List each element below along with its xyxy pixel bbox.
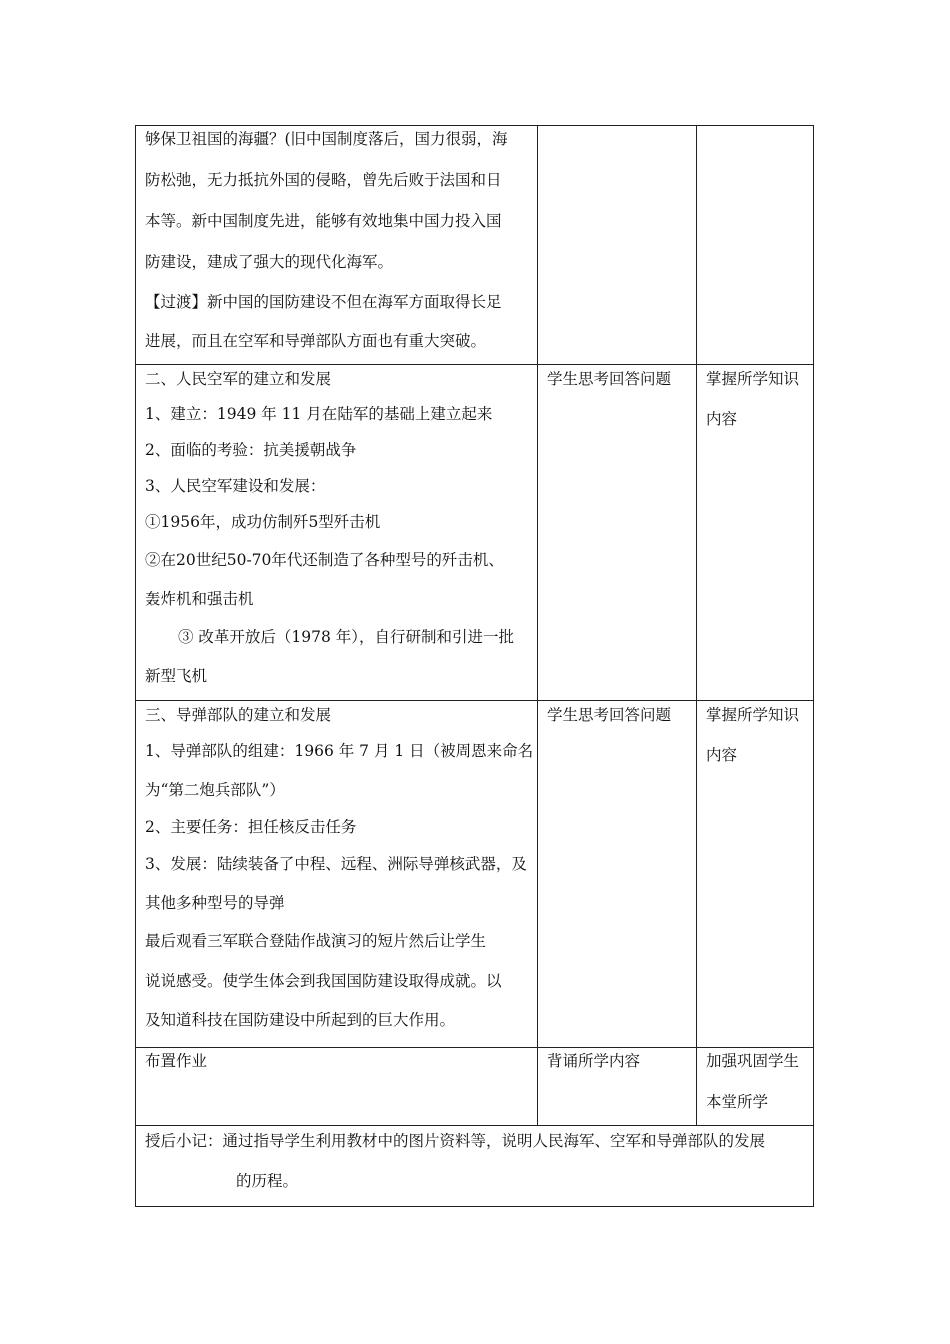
text-line: 新型飞机: [145, 667, 208, 685]
content-cell: [136, 126, 538, 364]
text-line: 3、发展：陆续装备了中程、远程、洲际导弹核武器，及: [145, 855, 527, 873]
section-heading: 三、导弹部队的建立和发展: [145, 706, 332, 724]
text-line: 掌握所学知识: [706, 370, 800, 388]
table-row: [136, 365, 813, 701]
lesson-plan-table: [135, 125, 814, 1207]
activity-cell: [538, 1048, 697, 1125]
text-line: 授后小记：通过指导学生利用教材中的图片资料等，说明人民海军、空军和导弹部队的发展: [145, 1132, 766, 1150]
text-line: ③ 改革开放后（1978 年），自行研制和引进一批: [178, 628, 515, 646]
content-cell: [136, 701, 538, 1047]
text-line: 本堂所学: [706, 1093, 769, 1111]
goal-cell: [697, 1048, 813, 1125]
text-line: 2、主要任务：担任核反击任务: [145, 818, 357, 836]
text-line: 1、建立：1949 年 11 月在陆军的基础上建立起来: [145, 405, 493, 423]
text-line: 布置作业: [145, 1052, 208, 1070]
text-line: 学生思考回答问题: [547, 370, 672, 388]
text-line: 1、导弹部队的组建：1966 年 7 月 1 日（被周恩来命名: [145, 742, 534, 760]
text-line: 背诵所学内容: [547, 1052, 641, 1070]
table-row: [136, 1048, 813, 1126]
table-row: [136, 126, 813, 365]
text-line: 内容: [706, 746, 738, 764]
text-line: 防建设，建成了强大的现代化海军。: [145, 253, 394, 271]
goal-cell: [697, 365, 813, 700]
text-line: 为“第二炮兵部队”）: [145, 781, 285, 799]
text-line: 及知道科技在国防建设中所起到的巨大作用。: [145, 1011, 456, 1029]
text-line: 掌握所学知识: [706, 706, 800, 724]
text-line: ②在20世纪50-70年代还制造了各种型号的歼击机、: [145, 551, 504, 569]
text-line: 学生思考回答问题: [547, 706, 672, 724]
goal-cell: [697, 701, 813, 1047]
activity-cell: [538, 126, 697, 364]
table-row: [136, 701, 813, 1048]
content-cell: [136, 365, 538, 700]
text-line: 本等。新中国制度先进，能够有效地集中国力投入国: [145, 212, 502, 230]
section-heading: 二、人民空军的建立和发展: [145, 370, 332, 388]
text-line: 进展，而且在空军和导弹部队方面也有重大突破。: [145, 332, 487, 350]
text-line: 内容: [706, 410, 738, 428]
notes-cell: [136, 1126, 813, 1206]
text-line: 2、面临的考验：抗美援朝战争: [145, 441, 357, 459]
text-line: 的历程。: [236, 1172, 299, 1190]
text-line: 说说感受。使学生体会到我国国防建设取得成就。以: [145, 972, 502, 990]
text-line: 3、人民空军建设和发展：: [145, 477, 326, 495]
goal-cell: [697, 126, 813, 364]
text-line: 加强巩固学生: [706, 1052, 800, 1070]
text-line: 防松弛，无力抵抗外国的侵略，曾先后败于法国和日: [145, 171, 502, 189]
activity-cell: [538, 701, 697, 1047]
text-line: 【过渡】新中国的国防建设不但在海军方面取得长足: [145, 293, 502, 311]
text-line: 最后观看三军联合登陆作战演习的短片然后让学生: [145, 932, 487, 950]
content-cell: [136, 1048, 538, 1125]
activity-cell: [538, 365, 697, 700]
text-line: 轰炸机和强击机: [145, 590, 254, 608]
text-line: 够保卫祖国的海疆？(旧中国制度落后，国力很弱，海: [145, 130, 508, 148]
text-line: 其他多种型号的导弹: [145, 894, 285, 912]
text-line: ①1956年，成功仿制歼5型歼击机: [145, 513, 381, 531]
table-row: [136, 1126, 813, 1206]
